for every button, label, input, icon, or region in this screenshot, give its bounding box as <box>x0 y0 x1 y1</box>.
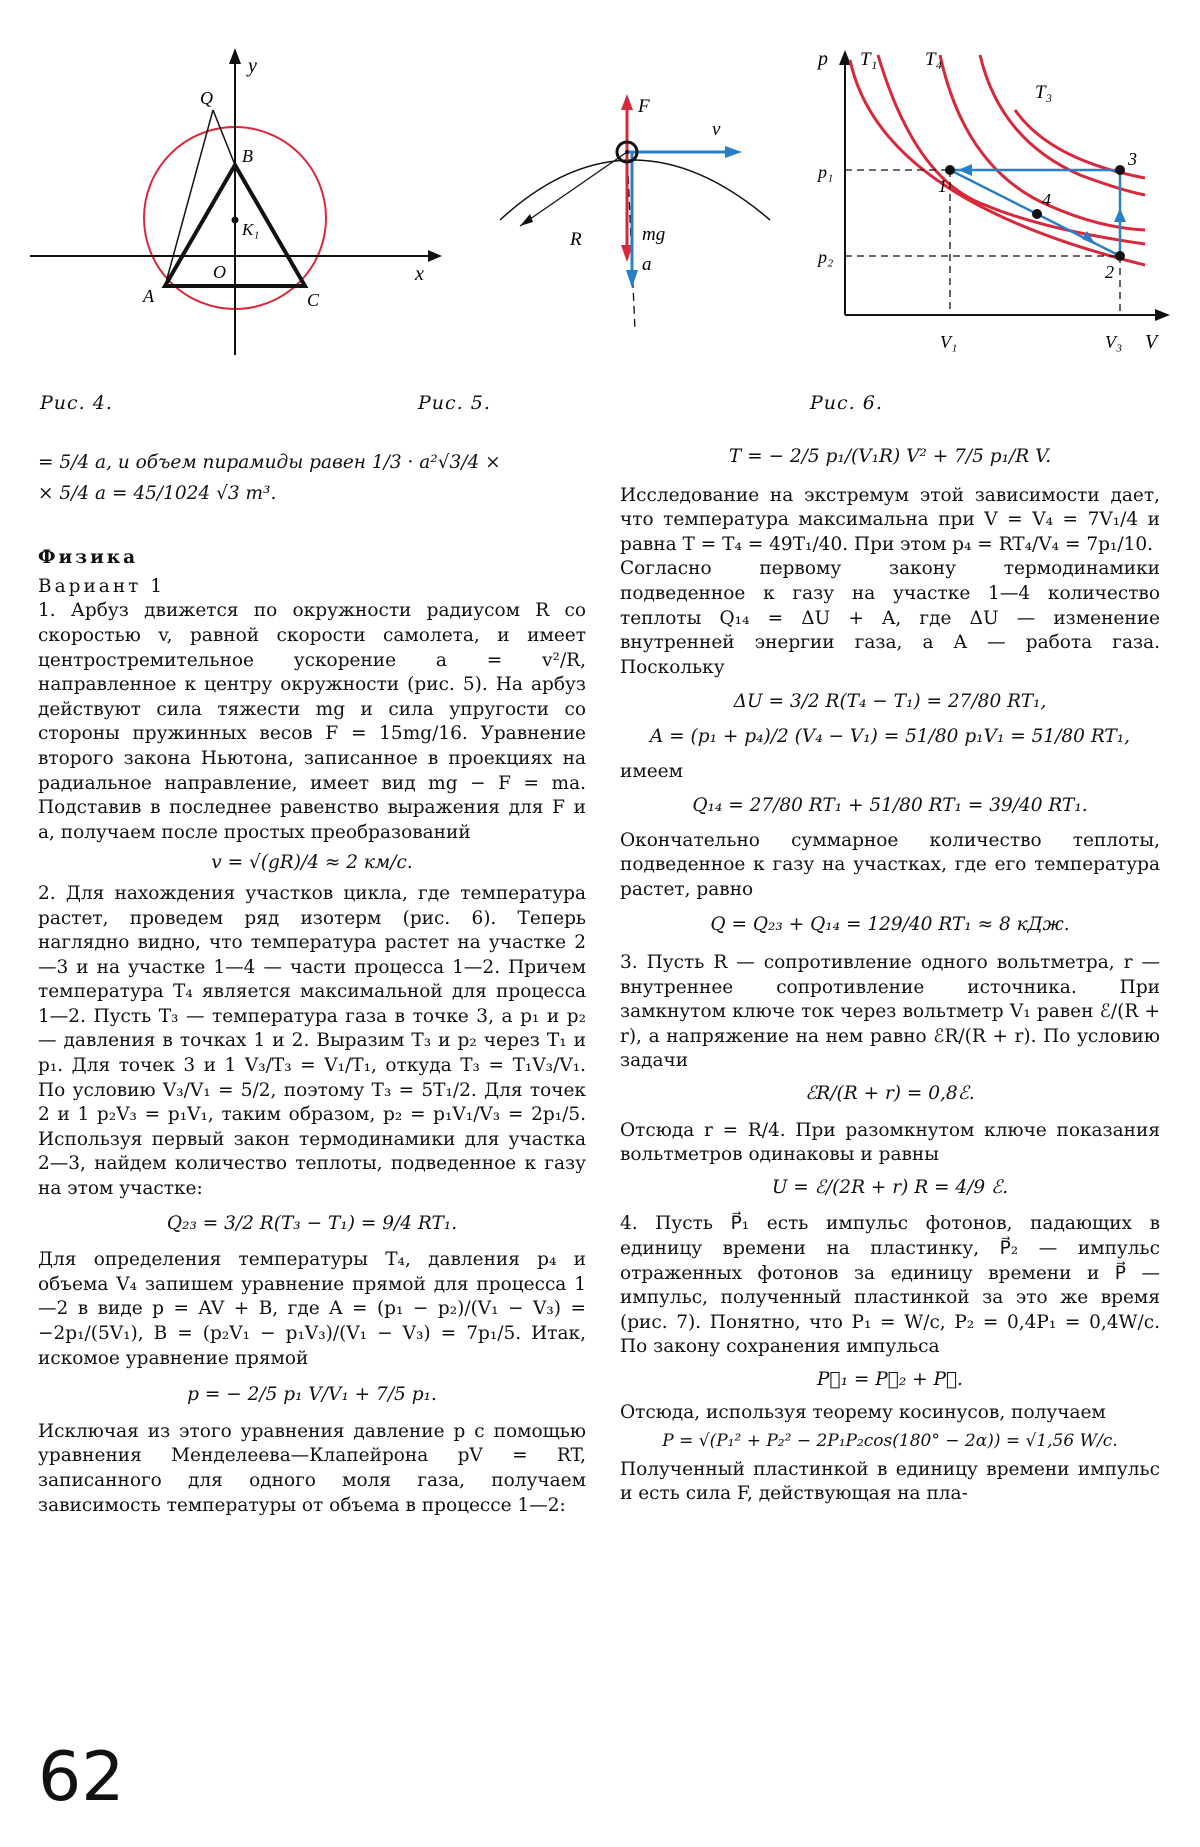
right-equation-7: P⃗₁ = P⃗₂ + P⃗. <box>817 1369 963 1390</box>
left-formula-1: = 5/4 a, и объем пирамиды равен 1/3 · a²√3/4 × <box>38 452 501 473</box>
fig6-v1: V₁ <box>940 332 958 352</box>
fig6-pt2: 2 <box>1105 262 1114 282</box>
right-paragraph-4: Окончательно суммарное количество теплоты, подведенное к газу на участках, где его температура растет, равно <box>620 829 1160 900</box>
fig5-r: R <box>570 229 582 250</box>
left-paragraph-1: 1. Арбуз движется по окружности радиусом R со скоростью v, равной скорости самолета, и имеет центростремительное ускорение a = v²/R, направленное к центру окружности (рис. 5). На арбуз действуют сила тяжести mg и сила упругости со стороны пружинных весов F = 15mg/16. Уравнение второго закона Ньютона, записанное в проекциях на радиальное направление, имеет вид mg − F = ma. Подставив в последнее равенство выражения для F и a, получаем после простых преобразований <box>38 600 586 843</box>
left-column <box>38 445 586 1518</box>
fig6-v: V <box>1145 331 1158 353</box>
right-equation-5: ℰR/(R + r) = 0,8ℰ. <box>805 1083 975 1105</box>
figure-6 <box>800 30 1180 360</box>
fig5-v: v⃗ <box>712 119 736 140</box>
right-equation-4: Q = Q₂₃ + Q₁₄ = 129/40 RT₁ ≈ 8 кДж. <box>710 913 1070 935</box>
figure-5 <box>480 30 780 360</box>
left-formula-2: × 5/4 a = 45/1024 √3 m³. <box>38 482 277 504</box>
fig6-t1: T₁ <box>860 49 878 70</box>
left-equation-1: v = √(gR)/4 ≈ 2 км/с. <box>211 852 413 874</box>
fig6-pt1: 1 <box>938 176 947 196</box>
left-paragraph-3: Для определения температуры T₄, давления p₄ и объема V₄ запишем уравнение прямой для процесса 1—2 в виде p = AV + B, где A = (p₁ − p₂)/(V₁ − V₃) = −2p₁/(5V₁), B = (p₂V₁ − p₁V₃)/(V₁ − V₃) = 7p₁/5. Итак, искомое уравнение прямой <box>38 1249 586 1369</box>
left-equation-2: Q₂₃ = 3/2 R(T₃ − T₁) = 9/4 RT₁. <box>166 1212 458 1234</box>
fig5-f: F⃗ <box>638 96 665 117</box>
section-heading: Физика <box>38 547 139 569</box>
fig4-y: y <box>248 55 257 77</box>
right-paragraph-1: Исследование на экстремум этой зависимости дает, что температура максимальна при V = V₄ = 7V₁/4 и равна T = T₄ = 49T₁/40. При этом p₄ = RT₄/V₄ = 7p₁/10. <box>620 484 1160 555</box>
right-equation-1: ΔU = 3/2 R(T₄ − T₁) = 27/80 RT₁, <box>733 691 1047 713</box>
fig4-x: x <box>415 263 424 285</box>
fig6-v3: V₃ <box>1105 332 1123 352</box>
fig4-c: C <box>307 290 320 310</box>
fig4-q: Q <box>200 88 213 108</box>
right-paragraph-5: 3. Пусть R — сопротивление одного вольтметра, r — внутреннее сопротивление источника. При замкнутом ключе ток через вольтметр V₁ равен ℰ/(R + r), а напряжение на нем равно ℰR/(R + r). По условию задачи <box>620 952 1160 1072</box>
caption-fig6: Рис. 6. <box>810 392 883 414</box>
right-equation-0: T = − 2/5 p₁/(V₁R) V² + 7/5 p₁/R V. <box>728 446 1052 467</box>
fig6-p1: p₁ <box>818 162 834 182</box>
right-paragraph-2: Согласно первому закону термодинамики подведенное к газу на участке 1—4 количество теплоты Q₁₄ = ΔU + A, где ΔU — изменение внутренней энергии газа, а A — работа газа. Поскольку <box>620 558 1160 678</box>
right-equation-2: A = (p₁ + p₄)/2 (V₄ − V₁) = 51/80 p₁V₁ = 51/80 RT₁, <box>649 725 1131 747</box>
left-paragraph-4: Исключая из этого уравнения давление p с помощью уравнения Менделеева—Клапейрона pV = RT, записанного для одного моля газа, получаем зависимость температуры от объема в процессе 1—2: <box>38 1420 586 1516</box>
right-paragraph-9: Полученный пластинкой в единицу времени импульс и есть сила F, действующая на пла- <box>620 1458 1160 1505</box>
right-column <box>620 445 1160 1507</box>
variant-title: Вариант 1 <box>38 575 166 597</box>
right-equation-8: P = √(P₁² + P₂² − 2P₁P₂cos(180° − 2α)) = √1,56 W/c. <box>662 1431 1118 1452</box>
fig6-p: p <box>818 48 828 70</box>
fig6-t4: T₄ <box>925 49 943 70</box>
left-paragraph-2: 2. Для нахождения участков цикла, где температура растет, проведем ряд изотерм (рис. 6). Теперь наглядно видно, что температура растет на участке 2—3 и на участке 1—4 — части процесса 1—2. Причем температура T₄ является максимальной для процесса 1—2. Пусть T₃ — температура газа в точке 3, а p₁ и p₂ — давления в точках 1 и 2. Выразим T₃ и p₂ через T₁ и p₁. Для точек 3 и 1 V₃/T₃ = V₁/T₁, откуда T₃ = T₁V₃/V₁. По условию V₃/V₁ = 5/2, поэтому T₃ = 5T₁/2. Для точек 2 и 1 p₂V₃ = p₁V₁, таким образом, p₂ = p₁V₁/V₃ = 2p₁/5. Используя первый закон термодинамики для участка 2—3, найдем количество теплоты, подведенное к газу на этом участке: <box>38 882 586 1200</box>
right-paragraph-7: 4. Пусть P⃗₁ есть импульс фотонов, падающих в единицу времени на пластинку, P⃗₂ — импульс отраженных фотонов за единицу времени и P⃗ — импульс, полученный пластинкой за это же время (рис. 7). Понятно, что P₁ = W/c, P₂ = 0,4P₁ = 0,4W/c. По закону сохранения импульса <box>620 1213 1160 1358</box>
fig4-o: O <box>213 262 226 282</box>
right-paragraph-8: Отсюда, используя теорему косинусов, получаем <box>620 1401 1106 1423</box>
right-equation-3: Q₁₄ = 27/80 RT₁ + 51/80 RT₁ = 39/40 RT₁. <box>692 795 1088 817</box>
right-equation-6: U = ℰ/(2R + r) R = 4/9 ℰ. <box>771 1176 1009 1198</box>
left-equation-3: p = − 2/5 p₁ V/V₁ + 7/5 p₁. <box>187 1384 437 1406</box>
caption-fig4: Рис. 4. <box>40 392 113 414</box>
page-number: 62 <box>38 1738 125 1817</box>
fig5-a: a⃗ <box>642 254 667 275</box>
right-paragraph-3: имеем <box>620 760 684 782</box>
figure-4 <box>30 30 450 360</box>
fig6-pt4: 4 <box>1042 190 1051 210</box>
fig4-b: B <box>242 146 253 166</box>
right-paragraph-6: Отсюда r = R/4. При разомкнутом ключе показания вольтметров одинаковы и равны <box>620 1119 1160 1166</box>
caption-fig5: Рис. 5. <box>418 392 491 414</box>
fig6-pt3: 3 <box>1128 149 1137 169</box>
fig4-a: A <box>143 286 154 306</box>
fig4-k1: K₁ <box>242 220 260 239</box>
fig6-t3: T₃ <box>1035 82 1053 103</box>
fig5-mg: mg⃗ <box>642 224 680 245</box>
fig6-p2: p₂ <box>818 247 834 267</box>
